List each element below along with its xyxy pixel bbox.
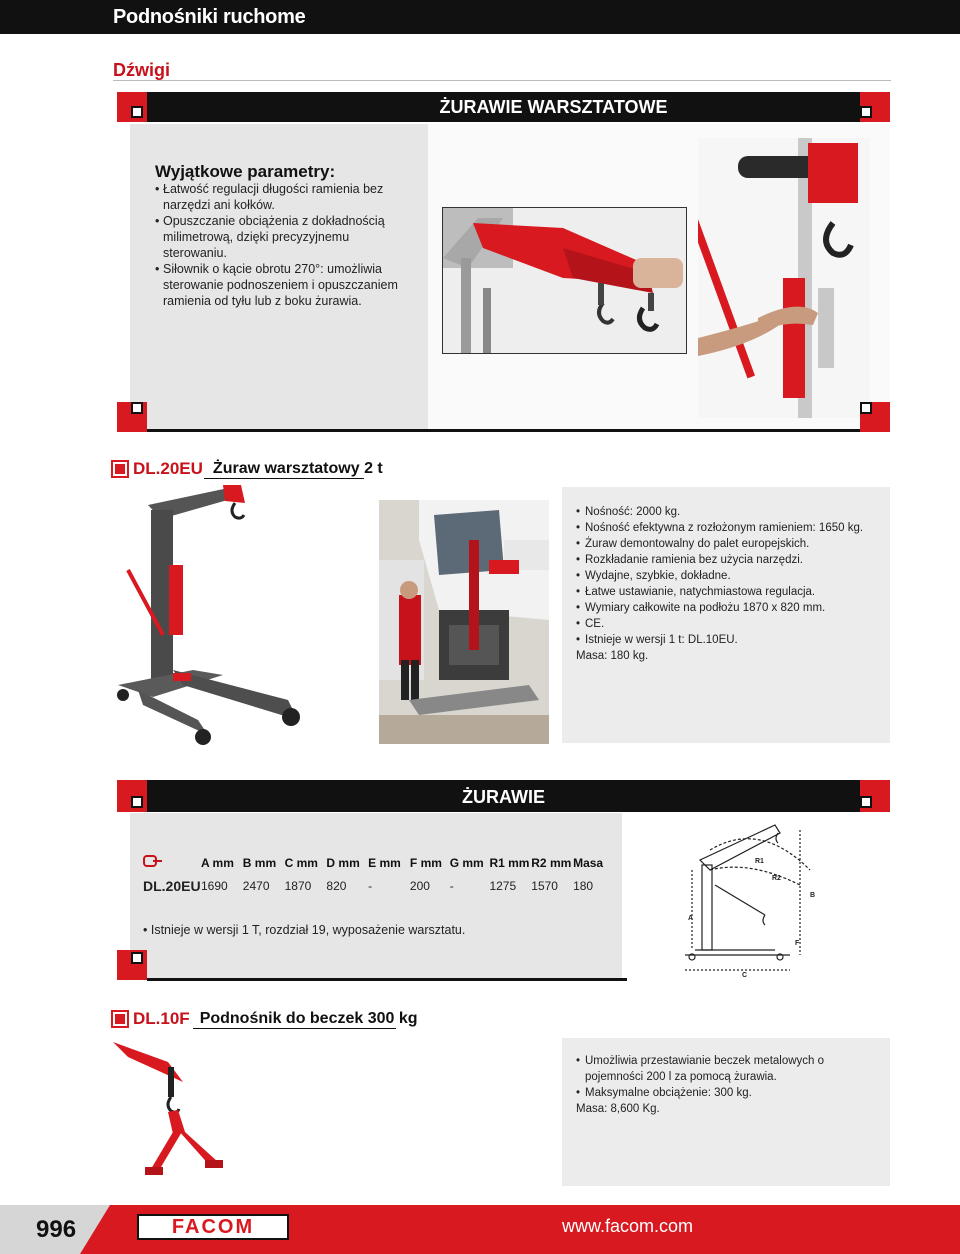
- spec-item: • Maksymalne obciążenie: 300 kg.: [576, 1085, 881, 1101]
- banner-cranes: [147, 780, 860, 812]
- spec-item: • Istnieje w wersji 1 t: DL.10EU.: [576, 632, 881, 648]
- banner-title: ŻURAWIE WARSZTATOWE: [439, 97, 668, 117]
- diagram-label-c: C: [742, 972, 748, 979]
- section-divider: [113, 80, 891, 81]
- diagram-label-a: A: [688, 915, 694, 922]
- table-header-row: [143, 852, 613, 874]
- banner-title: ŻURAWIE: [462, 787, 545, 807]
- table-cell: 200: [409, 879, 430, 893]
- product-heading-underline: [204, 478, 364, 479]
- table-header: B mm: [242, 856, 277, 870]
- product-heading-dl10f: [113, 1009, 418, 1029]
- drum-lifter-photo: [113, 1032, 243, 1184]
- square-marker-icon: [860, 402, 872, 414]
- feature-item: • Łatwość regulacji długości ramienia bez narzędzi ani kołków.: [155, 181, 400, 213]
- table-cell: -: [449, 879, 454, 893]
- engine-lift-illustration: [379, 500, 549, 744]
- spec-item: • CE.: [576, 616, 881, 632]
- product-heading-underline: [193, 1028, 396, 1029]
- crane-photo: [113, 485, 313, 747]
- spec-item: • Rozkładanie ramienia bez użycia narzędzi.: [576, 552, 881, 568]
- table-header: F mm: [409, 856, 442, 870]
- table-note: [143, 923, 465, 937]
- hand-pump-illustration: [698, 138, 870, 418]
- facom-logo: [137, 1214, 289, 1240]
- product-code: DL.20EU: [133, 459, 203, 478]
- product-heading-dl20eu: [113, 459, 383, 479]
- product-mass: Masa: 8,600 Kg.: [576, 1103, 660, 1115]
- product-name: Żuraw warsztatowy 2 t: [212, 460, 383, 477]
- spec-item: • Umożliwia przestawianie beczek metalowych o pojemności 200 l za pomocą żurawia.: [576, 1053, 881, 1085]
- product-square-icon: [113, 462, 127, 476]
- crane-illustration: [113, 485, 313, 747]
- square-marker-icon: [860, 796, 872, 808]
- table-cell: 1570: [531, 879, 558, 893]
- table-cell: 1690: [200, 879, 228, 893]
- footer-slant: [80, 1205, 110, 1254]
- spec-item: • Żuraw demontowalny do palet europejskich.: [576, 536, 881, 552]
- website-link[interactable]: www.facom.com: [562, 1216, 694, 1236]
- boom-arm-photo: [442, 207, 687, 354]
- product-square-icon: [113, 1012, 127, 1026]
- table-header-code: [143, 852, 201, 874]
- table-cell-code: DL.20EU: [143, 878, 201, 894]
- square-marker-icon: [860, 106, 872, 118]
- diagram-label-r2: R2: [772, 875, 781, 882]
- diagram-label-f: F: [795, 940, 800, 947]
- spec-item: • Wymiary całkowite na podłożu 1870 x 820 mm.: [576, 600, 881, 616]
- product-mass: Masa: 180 kg.: [576, 650, 649, 662]
- square-marker-icon: [131, 796, 143, 808]
- panel-bottom-rule: [147, 429, 860, 432]
- spec-list-dl10f: [576, 1053, 881, 1101]
- table-header: R1 mm: [489, 856, 530, 870]
- boom-arm-illustration: [443, 208, 687, 354]
- square-marker-icon: [131, 952, 143, 964]
- features-title: Wyjątkowe parametry:: [155, 162, 336, 181]
- table-header: C mm: [284, 856, 318, 870]
- product-code: DL.10F: [133, 1009, 190, 1028]
- spec-item: • Nośność efektywna z rozłożonym ramieniem: 1650 kg.: [576, 520, 881, 536]
- table-header: Masa: [573, 856, 604, 870]
- banner-workshop-cranes: [147, 92, 860, 122]
- section-label: Dźwigi: [113, 60, 170, 80]
- spec-item: • Łatwe ustawianie, natychmiastowa regulacja.: [576, 584, 881, 600]
- hand-pump-photo: [698, 138, 870, 418]
- dimension-diagram-svg: [680, 815, 830, 980]
- spec-item: • Nośność: 2000 kg.: [576, 504, 881, 520]
- spec-item: • Wydajne, szybkie, dokładne.: [576, 568, 881, 584]
- table-header: A mm: [200, 856, 234, 870]
- bullet-glyph: •: [143, 923, 151, 937]
- square-marker-icon: [131, 402, 143, 414]
- table-cell: 1275: [489, 879, 517, 893]
- table-header: R2 mm: [531, 856, 572, 870]
- crane-dimension-diagram: [680, 815, 830, 980]
- table-header: E mm: [368, 856, 401, 870]
- spec-list-dl20eu: [576, 504, 881, 648]
- page-title: Podnośniki ruchome: [113, 6, 306, 28]
- dimensions-table: [143, 852, 613, 898]
- square-marker-icon: [131, 106, 143, 118]
- product-name: Podnośnik do beczek 300 kg: [199, 1010, 418, 1027]
- diagram-label-r1: R1: [755, 858, 764, 865]
- table-cell: 820: [326, 879, 347, 893]
- brand-name: FACOM: [171, 1216, 255, 1238]
- diagram-label-b: B: [810, 892, 816, 899]
- drum-lifter-illustration: [113, 1032, 243, 1184]
- feature-item: • Opuszczanie obciążenia z dokładnością milimetrową, dzięki precyzyjnemu sterowaniu.: [155, 213, 400, 261]
- panel-bottom-rule: [147, 978, 627, 981]
- feature-item: • Siłownik o kącie obrotu 270°: umożliwia sterowanie podnoszeniem i opuszczaniem ramienia od tyłu lub z boku żurawia.: [155, 261, 400, 309]
- table-cell: 180: [573, 879, 594, 893]
- engine-lift-photo: [379, 500, 549, 744]
- table-cell: 2470: [242, 879, 270, 893]
- table-header: G mm: [449, 856, 484, 870]
- table-cell: -: [368, 879, 373, 893]
- table-note-text: Istnieje w wersji 1 T, rozdział 19, wyposażenie warsztatu.: [150, 923, 466, 937]
- table-cell: 1870: [284, 879, 312, 893]
- features-list: [155, 181, 400, 309]
- table-row: [143, 874, 613, 898]
- table-header: D mm: [326, 856, 360, 870]
- page-number: 996: [36, 1216, 77, 1243]
